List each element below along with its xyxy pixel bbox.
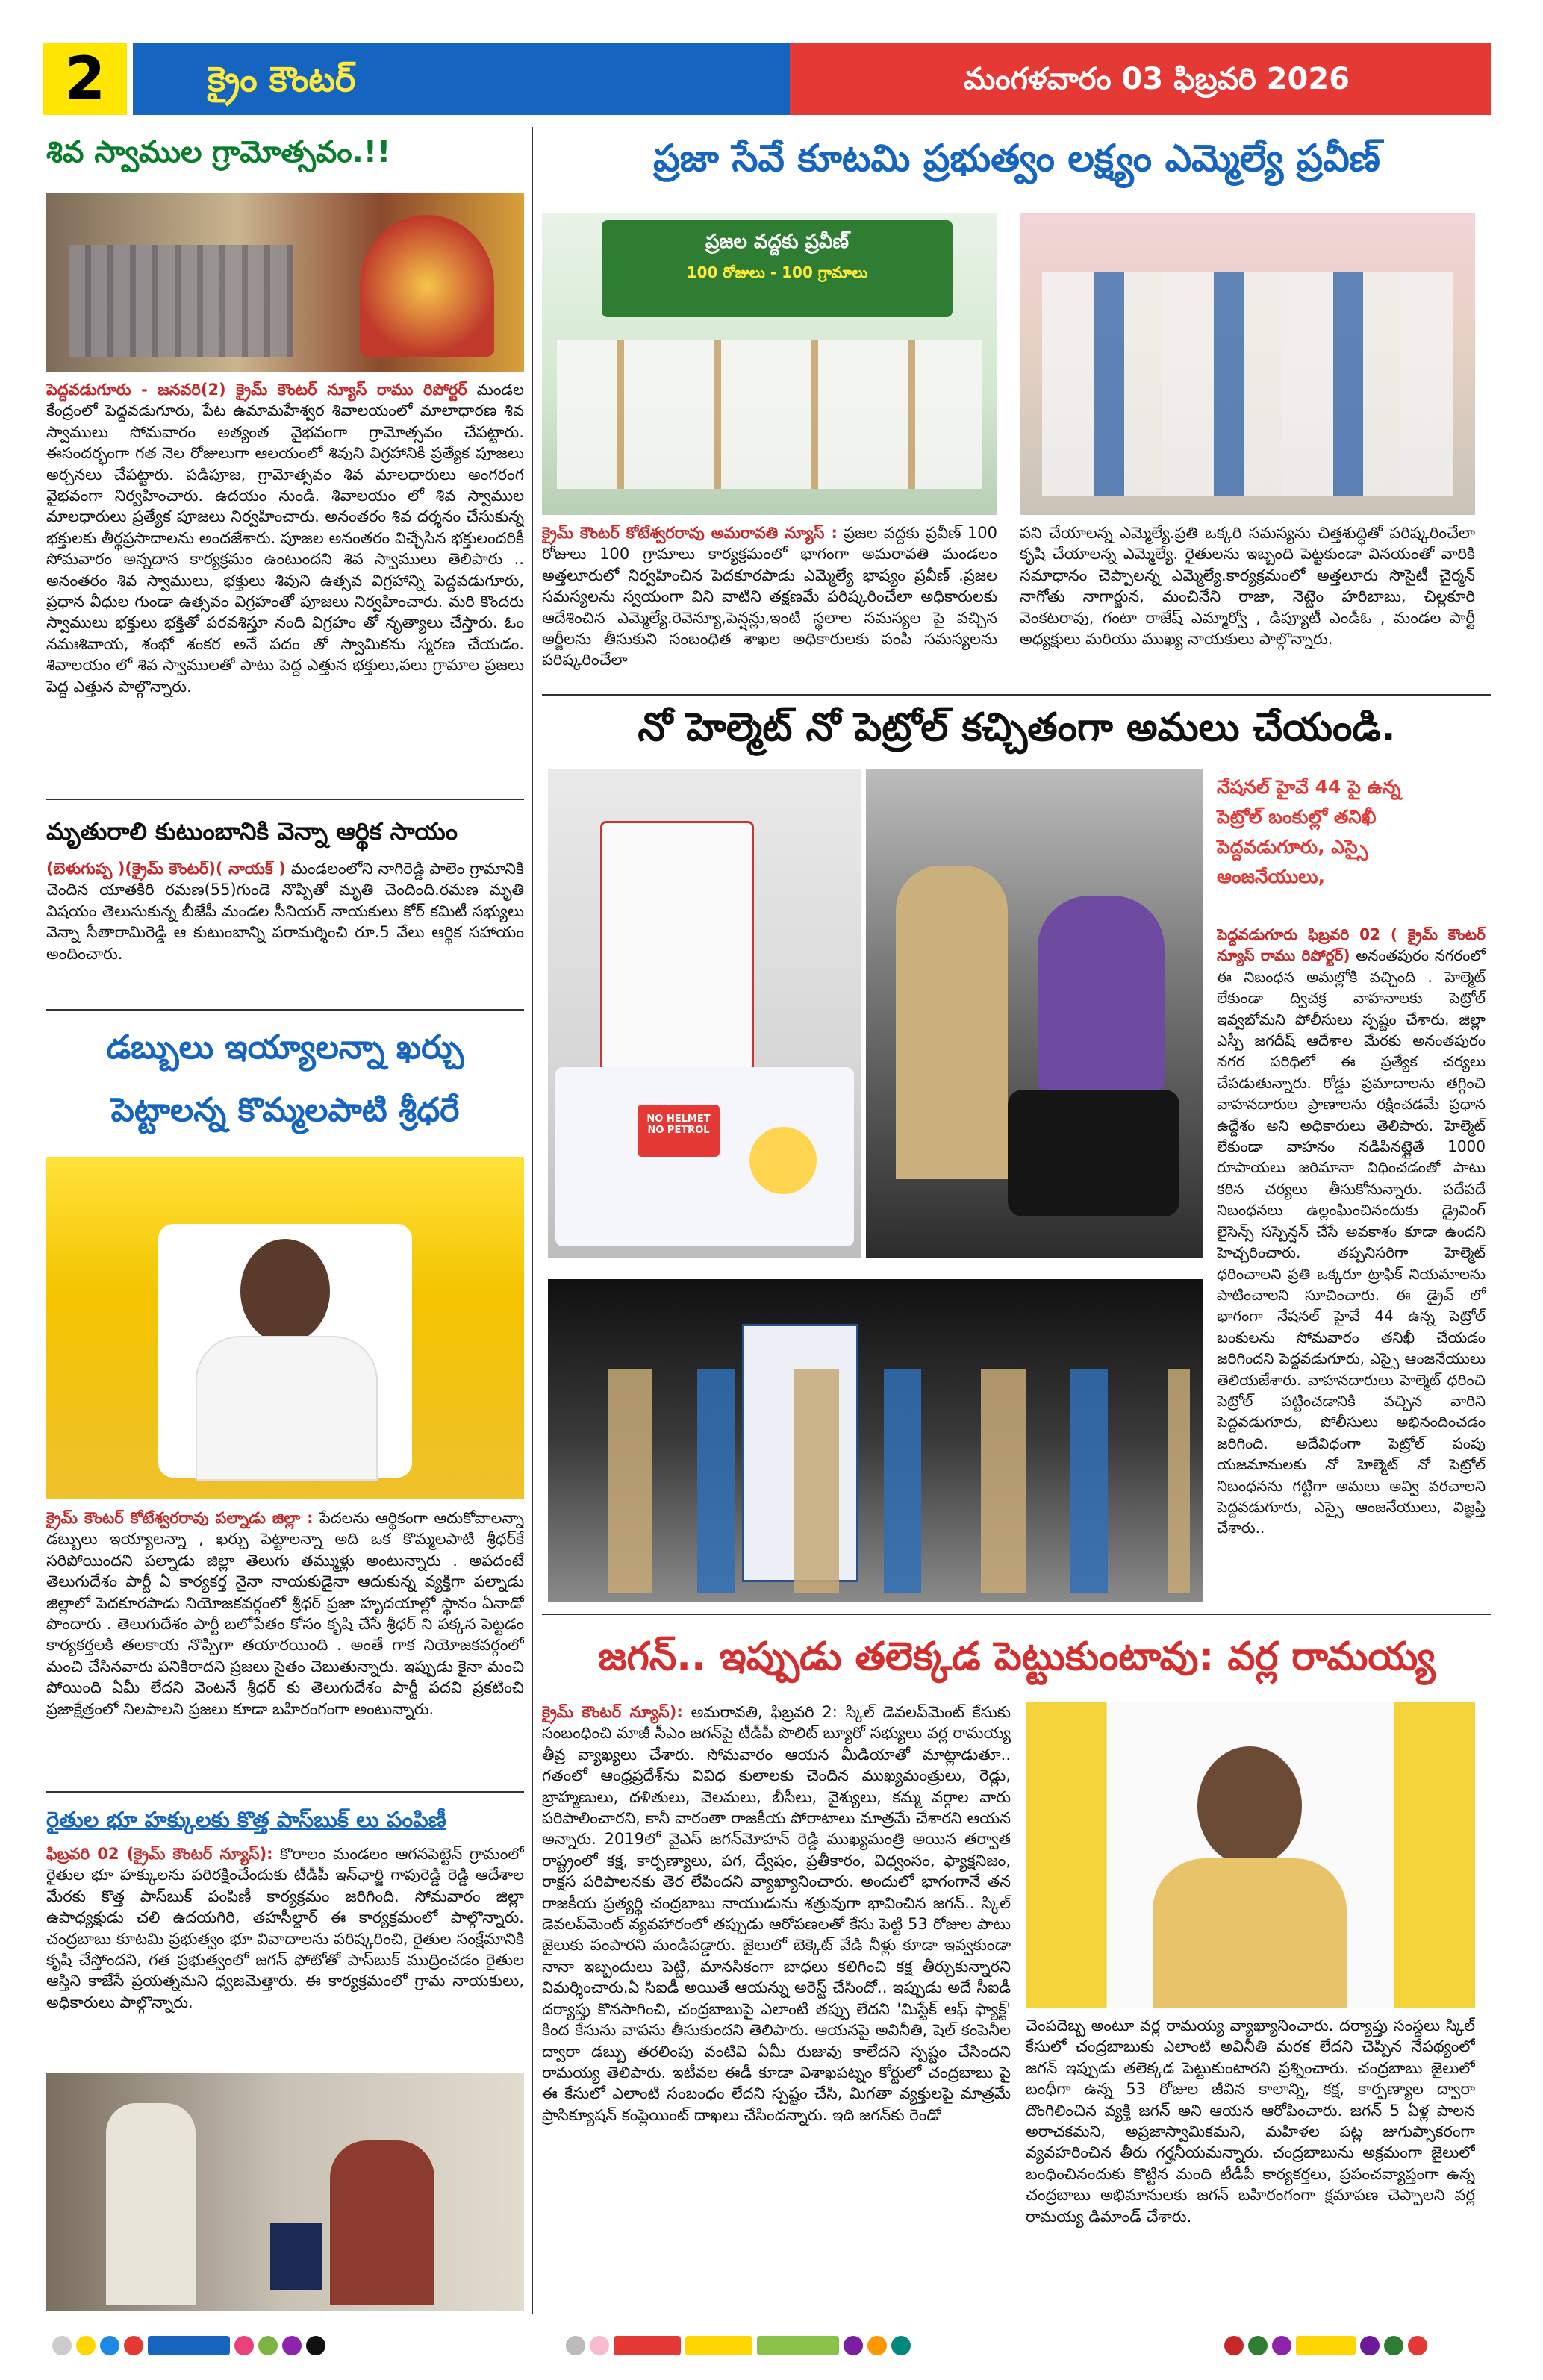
banner-subtitle: 100 రోజులు - 100 గ్రామాలు [686,263,868,281]
police-team-at-bunk-photo [548,1279,1203,1602]
article-lead: క్రైమ్ కౌంటర్ న్యూస్): [542,1703,683,1721]
color-bar [1296,2336,1356,2355]
article-lead: (బెళుగుప్ప )(క్రైమ్ కౌంటర్)( నాయక్ ) [46,860,286,878]
deity-palanquin [360,215,494,357]
headline-kommalapati-line2: పెట్టాలన్న కొమ్మలపాటి శ్రీధరే [110,1091,460,1129]
fuel-dispenser [600,821,754,1072]
article-text: పని చేయాలన్న ఎమ్మెల్యే.ప్రతి ఒక్కరి సమస్యను చిత్తశుద్ధితో పరిష్కరించేలా కృషి చేయాలన్న ఎమ్మెల్యే. రైతులను ఇబ్బంది పెట్టకుండా వినయంతో వారికి సమాధానం చెప్పాలన్న ఎమ్మెల్యే.కార్యక్రమంలో అత్తలూరు సొసైటీ చైర్మన్ నాగోతు నాగార్జున, మంచినేని రాజా, నెట్టెం హరిబాబు, చిల్లకూరి వెంకటరావు, గంటా రాజేష్ ఎమ్మార్వో , డిప్యూటీ ఎండీఓ , మండల పార్టీ అధ్యక్షులు మరియు ముఖ్య నాయకులు పాల్గొన్నారు. [1020,524,1475,649]
police-officer [896,866,1008,1179]
article-passbook-body [46,1843,524,2060]
color-dot [1384,2336,1403,2355]
paper-name: క్రైం కౌంటర్ [208,59,356,99]
color-dot [306,2336,325,2355]
article-shiva-swamula-body [46,379,524,793]
page-number: 2 [43,43,127,115]
color-dot [891,2336,911,2355]
article-lead: పెద్దవడుగూరు - జనవరి(2) క్రైమ్ కౌంటర్ న్యూస్ రాము రిపోర్టర్ [46,381,467,399]
mla-praveen-grievance-photo [1020,213,1475,515]
color-dot [234,2336,254,2355]
article-lead: క్రైమ్ కౌంటర్ కోటేశ్వరరావు అమరావతి న్యూస్ : [542,524,838,542]
article-varla-ramaiah-col2 [1026,2015,1475,2327]
article-vennaa-body [46,858,524,1005]
person-shirt [1153,1858,1347,2008]
divider [46,1009,524,1011]
article-lead: ఫిబ్రవరి 02 (క్రైమ్ కౌంటర్ న్యూస్): [46,1845,273,1863]
article-text: ప్రజల వద్దకు ప్రవీణ్ 100 రోజులు 100 గ్రామాలు కార్యక్రమంలో భాగంగా అమరావతి మండలం అత్తలూరులో నిర్వహించిన పెదకూరపాడు ఎమ్మెల్యే భాష్యం ప్రవీణ్ .ప్రజల సమస్యలను స్వయంగా విని వాటిని తక్షణమే పరిష్కరించేలా అధికారులకు ఆదేశించిన ఎమ్మెల్యే.రెవెన్యూ,పెన్షన్లు,ఇంటి స్థలాల సమస్యల పై వచ్చిన అర్జీలను తీసుకుని సంబంధిత శాఖల అధికారులకు పంపి సమస్యలను పరిష్కరించేలా [542,524,997,669]
color-dot [76,2336,96,2355]
person-figure [106,2103,196,2305]
divider [46,1791,524,1793]
article-kommalapati-body [46,1508,524,1787]
article-text: అమరావతి, ఫిబ్రవరి 2: స్కిల్ డెవలప్‌మెంట్ కేసుకు సంబంధించి మాజీ సీఎం జగన్‌పై టీడీపీ పొలిట్ బ్యూరో సభ్యులు వర్ల రామయ్య తీవ్ర వ్యాఖ్యలు చేశారు. సోమవారం ఆయన మీడియాతో మాట్లాడుతూ.. గతంలో ఆంధ్రప్రదేశ్‌ను వివిధ కులాలకు చెందిన ముఖ్యమంత్రులు, రెడ్లు, బ్రాహ్మణులు, దళితులు, వెలమలు, బీసీలు, వైశ్యులు, కమ్మ వర్గాల వారు పరిపాలించారని, కానీ వారంతా రాజకీయ పోరాటాలు మాత్రమే చేశారని ఆయన అన్నారు. 2019లో వైఎస్ జగన్‌మోహన్ రెడ్డి ముఖ్యమంత్రి అయిన తర్వాత రాష్ట్రంలో కక్ష, కార్పణ్యాలు, పగ, ద్వేషం, ప్రతీకారం, విధ్వంసం, ఫ్యాక్షనిజం, రాక్షస పరిపాలనకు తెర లేపిందని వ్యాఖ్యానించారు. అందులో భాగంగానే తన రాజకీయ ప్రత్యర్థి చంద్రబాబు నాయుడును శత్రువుగా భావించిన జగన్.. స్కిల్ డెవలప్‌మెంట్ వ్యవహారంలో తప్పుడు ఆరోపణలతో కేసు పెట్టి 53 రోజుల పాటు జైలుకు పంపారని మండిపడ్డారు. జైలులో బెక్కెట్ వేడి నీళ్లు కూడా ఇవ్వకుండా నానా ఇబ్బందులు పెట్టి, మానసికంగా బాధలు కలిగించి కక్ష తీర్చుకున్నారని విమర్శించారు.ఏ సిఐడీ అయితే ఆయన్ను అరెస్ట్ చేసిందో.. ఇప్పుడు అదే సీఐడీ దర్యాప్తు కొనసాగించి, చంద్రబాబుపై ఎలాంటి తప్పు లేదని 'మిస్టేక్ ఆఫ్ ఫ్యాక్ట్' కింద కేసును వాపసు తీసుకుందని తెలిపారు. ఆయనపై అవినీతి, షెల్ కంపెనీల ద్వారా డబ్బు తరలింపు వంటివి ఏమీ రుజువు కాలేదని స్పష్టం చేసిందని రామయ్య తెలిపారు. ఇటీవల ఈడీ కూడా విశాఖపట్నం కోర్టులో చంద్రబాబు పై ఈ కేసులో ఎలాంటి సంబంధం లేదని స్పష్టం చేసి, మిగతా వ్యక్తులపై మాత్రమే ప్రాసిక్యూషన్ కంప్లెయింట్ దాఖలు చేసిందన్నారు. ఇది జగన్‌కు రెండో [542,1703,1011,2124]
color-dot [867,2336,887,2355]
shiva-swamula-procession-photo [46,193,524,372]
color-dot [1248,2336,1268,2355]
color-bar [685,2336,752,2355]
article-text: మండలంలోని నాగిరెడ్డి పాలెం గ్రామానికి చెందిన యాతకిరి రమణ(55)గుండె నొప్పితో మృతి చెందింది.రమణ మృతి విషయం తెలుసుకున్న బీజేపీ మండల సీనియర్ నాయకులు కోర్ కమిటీ సభ్యులు వెన్నా సీతారామిరెడ్డి ఆ కుటుంబాన్ని పరామర్శించి రూ.5 వేలు ఆర్థిక సహాయం అందించారు. [46,860,524,963]
headline-varla-ramaiah: జగన్.. ఇప్పుడు తలెక్కడ పెట్టుకుంటావు: వర్ల రామయ్య [598,1634,1436,1679]
headline-vennaa-sahayam: మృతురాలి కుటుంబానికి వెన్నా ఆర్థిక సాయం [46,817,458,846]
person-head [1197,1746,1302,1866]
devotees-figures [69,245,293,357]
color-dot [282,2336,302,2355]
color-dot [258,2336,278,2355]
motorcycle [1008,1090,1179,1216]
cartoon-panel [555,1067,854,1246]
divider [46,799,524,800]
article-text: అనంతపురం నగరంలో ఈ నిబంధన అమల్లోకి వచ్చింది . హెల్మెట్ లేకుండా ద్విచక్ర వాహనాలకు పెట్రోల్ ఇవ్వబోమని పోలీసులు స్పష్టం చేశారు. జిల్లా ఎస్పీ జగదీష్ ఆదేశాల మేరకు అనంతపురం నగర పరిధిలో ఈ ప్రత్యేక చర్యలు చేపడుతున్నారు. రోడ్డు ప్రమాదాలను తగ్గించి వాహనదారుల ప్రాణాలను రక్షించడమే ప్రధాన ఉద్దేశం అని అధికారులు తెలిపారు. హెల్మెట్ లేకుండా వాహనం నడిపినట్లైతే 1000 రూపాయలు జరిమానా విధించడంతో పాటు కఠిన చర్యలు తీసుకోనున్నారు. పదేపదే నిబంధనలు ఉల్లంఘించినందుకు డ్రైవింగ్ లైసెన్స్ సస్పెన్షన్ చేసే అవకాశం కూడా ఉందని హెచ్చరించారు. తప్పనిసరిగా హెల్మెట్ ధరించాలని ప్రతి ఒక్కరూ ట్రాఫిక్ నియమాలను పాటించాలని సూచించారు. ఈ డ్రైవ్ లో భాగంగా నేషనల్ హైవే 44 ఉన్న పెట్రోల్ బంకులను సోమవారం తనిఖీ చేయడం జరిగిందని పెద్దవడుగూరు, ఎస్సై ఆంజనేయులు తెలియజేశారు. వాహనదారులు హెల్మెట్ ధరించి పెట్రోల్ పట్టించడానికి వచ్చిన వారిని పెద్దవడుగూరు, పోలీసులు అభినందించడం జరిగింది. అదేవిధంగా పెట్రోల్ పంపు యజమానులకు నో హెల్మెట్ నో పెట్రోల్ నిబంధనను గట్టిగా అమలు అవ్వి వరచాలని పెద్దవడుగూరు, ఎస్సై ఆంజనేయులు, విజ్ఞప్తి చేశారు.. [1217,946,1486,1537]
stage-banner [602,220,953,317]
color-dot [100,2336,119,2355]
article-text: మండల కేంద్రంలో పెద్దవడుగూరు, పేట ఉమామహేశ్వర శివాలయంలో మాలాధారణ శివ స్వాములు సోమవారం అత్యంత వైభవంగా గ్రామోత్సవం చేపట్టారు. ఈసందర్భంగా గత నెల రోజులుగా ఆలయంలో శివుని విగ్రహానికి ప్రత్యేక పూజలు అర్చనలు చేపట్టారు. పడిపూజ, గ్రామోత్సవం శివ మాలధారులు అంగరంగ వైభవంగా నిర్వహించారు. ఉదయం నుండి. శివాలయం లో శివ స్వాముల మాలధారులు ప్రత్యేక పూజలు నిర్వహించారు. అనంతరం శివ దర్శనం చేసుకున్న భక్తులకు తీర్థప్రసాదాలను అందజేశారు. పూజల అనంతరం విచ్చేసిన భక్తులందరికీ సోమవారం అన్నదాన కార్యక్రమం ఉంటుందని శివ స్వాములు తెలిపారు .. అనంతరం శివ స్వాములు, భక్తులు శివుని ఉత్సవ విగ్రహాన్ని పెద్దవడుగూరు, ప్రధాన వీధుల గుండా ఉత్సవం విగ్రహంతో పూజలు నిర్వహించారు. మరి కొందరు స్వాములు భక్తులు భక్తితో పరవశిస్తూ నంది విగ్రహం తో నృత్యాలు చేస్తారు. ఓం నమఃశివాయ, శంభో శంకర అనే పదం తో స్వామికను స్మరణ చేయడం. శివాలయం లో శివ స్వాములతో పాటు పెద్ద ఎత్తున భక్తులు,పలు గ్రామాల ప్రజలు పెద్ద ఎత్తున పాల్గొన్నారు. [46,381,524,696]
banner-title: ప్రజల వద్దకు ప్రవీణ్ [705,231,849,253]
headline-mla-praveen: ప్రజా సేవే కూటమి ప్రభుత్వం లక్ష్యం ఎమ్మెల్యే ప్రవీణ్ [653,137,1380,180]
no-helmet-subheading [1217,772,1486,892]
color-dot [52,2336,72,2355]
kommalapati-sridhar-portrait [46,1157,524,1499]
subheading-line: పెద్దవడుగూరు, ఎస్సై [1217,836,1368,858]
article-text: చెంపదెబ్బ అంటూ వర్ల రామయ్య వ్యాఖ్యానించారు. దర్యాప్తు సంస్థలు స్కిల్ కేసులో చంద్రబాబుకు ఎలాంటి అవినీతి మరక లేదని చెప్పిన నేపథ్యంలో జగన్ ఇప్పుడు తలెక్కడ పెట్టుకుంటారని ప్రశ్నించారు. చంద్రబాబు జైలులో బంధీగా ఉన్న 53 రోజుల జీవిన కాలాన్ని, కక్ష, కార్పణ్యాల ద్వారా దొంగిలించిన వ్యక్తి జగన్ అని ఆయన ఆరోపించారు. జగన్ 5 ఏళ్ల పాలన అరాచకమని, అప్రజాస్వామికమని, మహిళల పట్ల జుగుప్సాకరంగా వ్యవహరించిన తీరు గర్హనీయమన్నారు. చంద్రబాబును అక్రమంగా జైలులో బంధించినందుకు కొట్టిన మంది టీడీపీ కార్యకర్తలు, ప్రపంచవ్యాప్తంగా ఉన్న చంద్రబాబు అభిమానులకు జగన్ బహిరంగంగా క్షమాపణ చెప్పాలని వర్ల రామయ్య డిమాండ్ చేశారు. [1026,2017,1475,2226]
article-no-helmet-body [1217,924,1486,1602]
color-bar [757,2336,839,2355]
cartoon-rider [749,1127,817,1194]
color-bar [614,2336,681,2355]
masthead-paper-name-band [133,43,790,115]
rider-with-helmet [1038,896,1165,1090]
people-at-table [1042,272,1453,496]
footer-color-strip-center [566,2334,911,2357]
varla-ramaiah-press-photo [1026,1702,1475,2008]
headline-no-helmet: నో హెల్మెట్ నో పెట్రోల్ కచ్చితంగా అమలు చేయండి. [638,705,1396,750]
issue-date: మంగళవారం 03 ఫిబ్రవరి 2026 [963,62,1350,96]
article-mla-praveen-col1 [542,522,997,694]
person-figure [330,2140,434,2305]
person-shirt [196,1336,378,1481]
subheading-line: ఆంజనేయులు, [1217,866,1326,887]
divider [542,1614,1491,1615]
mla-praveen-stage-photo [542,213,997,515]
headline-passbook: రైతుల భూ హక్కులకు కొత్త పాస్‌బుక్ లు పంపిణీ [46,1807,446,1832]
color-dot [1360,2336,1380,2355]
footer-color-strip-right [1224,2334,1427,2357]
color-dot [124,2336,143,2355]
police-helmet-check-photo [866,769,1203,1258]
color-dot [1408,2336,1427,2355]
color-bar [148,2336,230,2355]
petrol-pump-cartoon-photo [548,769,861,1258]
passbook-icon [270,2223,322,2290]
article-text: కొరాలం మండలం ఆగనపెట్టెన్ గ్రామంలో రైతుల భూ హక్కులను పరిరక్షించేందుకు టీడీపీ ఇన్‌ఛార్జి గాపురెడ్డి రెడ్డి ఆదేశాల మేరకు కొత్త పాస్‌బుక్ పంపిణీ కార్యక్రమం జరిగింది. సోమవారం జిల్లా ఉపాధ్యక్షుడు చలి ఉదయగిరి, తహసీల్దార్ ఈ కార్యక్రమంలో పాల్గొన్నారు. చంద్రబాబు కూటమి ప్రభుత్వం భూ వివాదాలను పరిష్కరించి, రైతుల సంక్షేమానికి కృషి చేస్తోందని, గత ప్రభుత్వంలో జగన్ ఫోటోతో పాస్‌బుక్ ముద్రించడం రైతుల ఆస్తిని కాజేసే ప్రయత్నమని ధ్వజమెత్తారు. ఈ కార్యక్రమంలో గ్రామ నాయకులు, అధికారులు పాల్గొన్నారు. [46,1845,524,2011]
article-lead: పెద్దవడుగూరు ఫిబ్రవరి 02 ( క్రైమ్ కౌంటర్ న్యూస్ రాము రిపోర్టర్) [1217,925,1486,965]
color-dot [1224,2336,1244,2355]
subheading-line: నేషనల్ హైవే 44 పై ఉన్న [1217,776,1401,798]
article-mla-praveen-col2 [1020,522,1475,694]
footer-color-strip-left [52,2334,325,2357]
color-dot [844,2336,863,2355]
person-head [240,1239,330,1343]
article-lead: క్రైమ్ కౌంటర్ కోటేశ్వరరావు పల్నాడు జిల్లా : [46,1509,314,1527]
passbook-distribution-photo [46,2073,524,2311]
article-varla-ramaiah-col1 [542,1702,1011,2329]
masthead-date-band [790,43,1491,115]
subheading-line: పెట్రోల్ బంకుల్లో తనిఖీ [1217,806,1377,828]
article-text: పేదలను ఆర్థికంగా ఆదుకోవాలన్నా డబ్బులు ఇయ్యాలన్నా , ఖర్చు పెట్టాలన్నా అది ఒక కొమ్మలపాటి శ్రీధర్‌కే సరిపోయిందని పల్నాడు జిల్లా తెలుగు తమ్ముళ్లు అంటున్నారు . అపదంటే తెలుగుదేశం పార్టీ ఏ కార్యకర్త నైనా నాయకుడైనా ఆదుకున్న వ్యక్తిగా పల్నాడు జిల్లాలో పెదకూరపాడు నియోజకవర్గంలో శ్రీధర్ ప్రజా హృదయాల్లో స్థానం ఏనాడో పొందారు . తెలుగుదేశం పార్టీ బలోపేతం కోసం కృషి చేసే శ్రీధర్ ని పక్కన పెట్టడం కార్యకర్తలకి తలకాయ నొప్పిగా తయారయింది . అంతే గాక నియోజకవర్గంలో మంచి చేసినవారు పనికిరాదని ప్రజలు సైతం చెబుతున్నారు. ఇప్పుడు కైనా మంచి పోయింది ఏమీ లేదని వెంటనే శ్రీధర్ కు తెలుగుదేశం పార్టీ పదవి ప్రకటించి ప్రజాక్షేత్రంలో నిలపాలని ప్రజలు కూడా బహిరంగంగా అంటున్నారు. [46,1509,524,1718]
headline-kommalapati-line1: డబ్బులు ఇయ్యాలన్నా ఖర్చు [106,1028,464,1066]
color-dot [590,2336,609,2355]
color-dot [566,2336,585,2355]
divider [542,694,1491,696]
color-dot [1272,2336,1291,2355]
people-on-stage [557,340,982,489]
column-divider [532,127,533,2314]
no-helmet-sign: NO HELMET NO PETROL [638,1105,720,1157]
headline-shiva-swamula: శివ స్వాముల గ్రామోత్సవం.!! [46,135,391,169]
police-officers-group [578,1369,1190,1593]
